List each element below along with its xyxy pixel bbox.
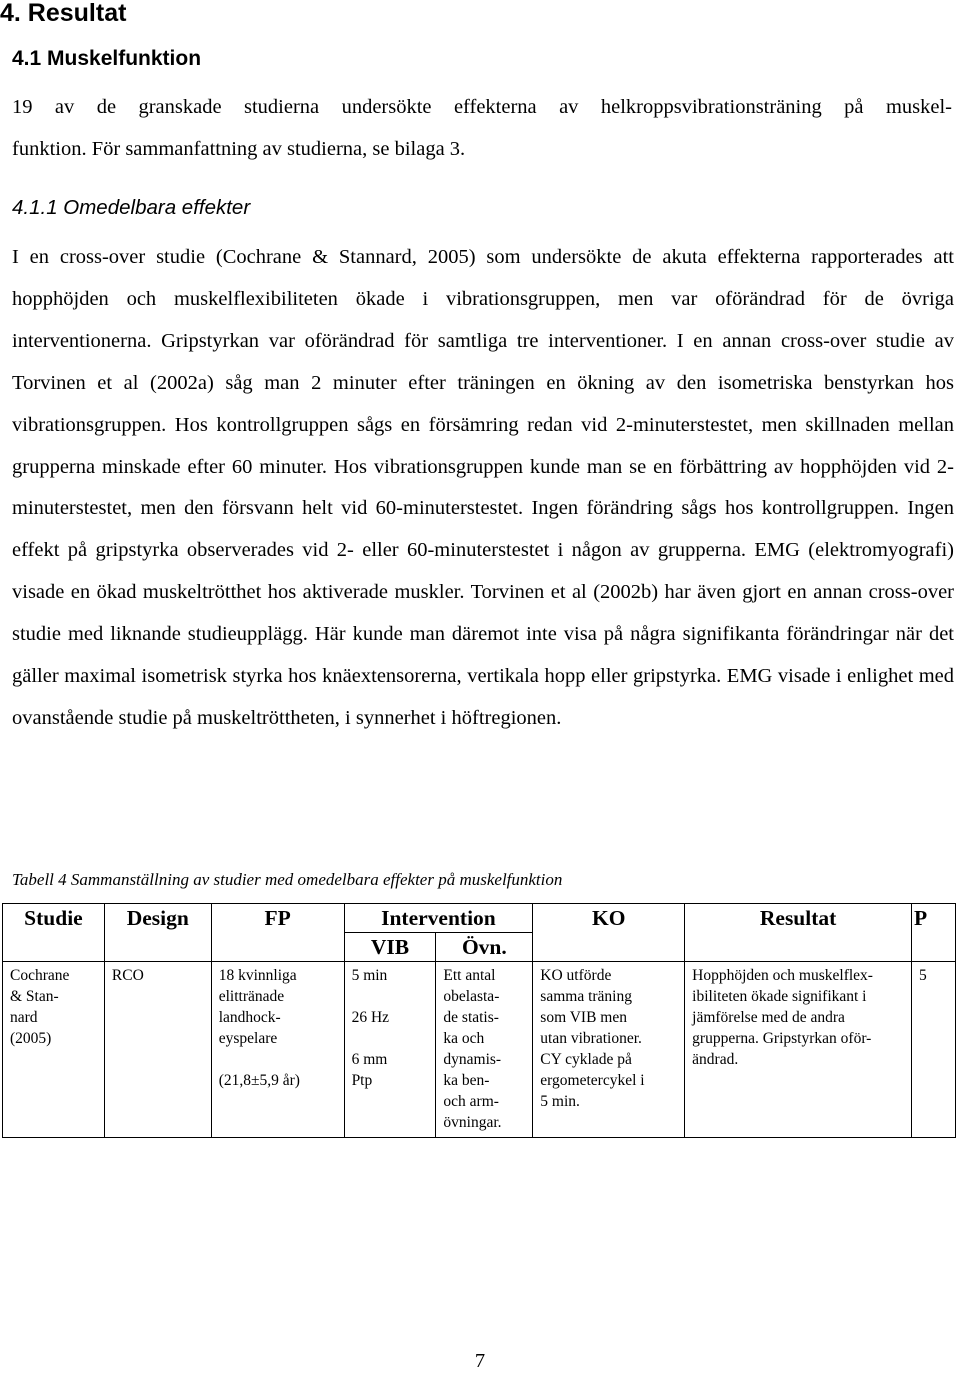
cell-ovn [436,962,533,1138]
cell-line: obelasta- [443,988,500,1005]
table-caption: Tabell 4 Sammanställning av studier med omedelbara effekter på muskelfunktion [12,870,563,889]
subsubsection-heading: 4.1.1 Omedelbara effekter [12,196,251,219]
header-p: P [912,904,956,962]
cell-line [352,986,430,1007]
cell-line [352,1028,430,1049]
intro-paragraph [12,86,952,170]
cell-line: nard [10,1009,38,1026]
body-paragraph: I en cross-over studie (Cochrane & Stannard, 2005) som undersökte de akuta effekterna rapporterades att hopphöjden och muskelflexibiliteten ökade i vibrationsgruppen, men var oförändrad för de övriga interventionerna. Gripstyrkan var oförändrad för samtliga tre interventioner. I en annan cross-over studie av Torvinen et al (2002a) såg man 2 minuter efter träningen en ökning av den isometriska benstyrkan hos vibrationsgruppen. Hos kontrollgruppen sågs en försämring redan vid 2-minuterstestet, men skillnaden mellan grupperna minskade efter 60 minuter. Hos vibrationsgruppen kunde man se en förbättring av hopphöjden vid 2-minuterstestet, men den försvann helt vid 60-minuterstestet. Ingen förändring sågs hos kontrollgruppen. Ingen effekt på gripstyrka observerades vid 2- eller 60-minuterstestet i någon av grupperna. EMG (elektromyografi) visade en ökad muskeltrötthet hos aktiverade muskler. Torvinen et al (2002b) har även gjort en annan cross-over studie med liknande studieupplägg. Här kunde man däremot inte visa på några signifikanta förändringar när det gäller maximal isometrisk styrka hos knäextensorerna, vertikala hopp eller gripstyrka. EMG visade i enlighet med ovanstående studie på muskeltröttheten, i synnerhet i höftregionen. [12,246,954,729]
cell-line [219,1049,338,1070]
header-studie: Studie [3,904,105,962]
cell-line: CY cyklade på [540,1051,632,1068]
cell-line: 6 mm [351,1051,388,1068]
table-header-row [3,904,956,933]
cell-line: övningar. [443,1114,502,1131]
cell-line: 5 min [351,967,388,984]
header-ko: KO [533,904,685,962]
cell-line: landhock- [218,1009,281,1026]
cell-studie [3,962,105,1138]
cell-line: 18 kvinnliga [218,967,297,984]
table-row [3,962,956,1138]
cell-line: & Stan- [10,988,59,1005]
header-intervention: Intervention [344,904,533,933]
header-design: Design [104,904,211,962]
cell-text: 5 [919,967,927,984]
cell-line: och arm- [443,1093,499,1110]
cell-line: grupperna. Gripstyrkan oför- [692,1030,872,1047]
subheader-ovn: Övn. [436,933,533,962]
cell-line: ändrad. [692,1051,739,1068]
cell-line: eyspelare [218,1030,278,1047]
summary-table [2,903,956,1138]
cell-fp [211,962,344,1138]
page-number: 7 [474,1350,486,1372]
subsection-heading: 4.1 Muskelfunktion [12,47,202,70]
cell-text: RCO [111,967,144,984]
cell-line: de statis- [443,1009,499,1026]
header-fp: FP [211,904,344,962]
header-resultat: Resultat [685,904,912,962]
cell-line: 5 min. [540,1093,580,1110]
cell-line: ka och [443,1030,485,1047]
cell-line: elittränade [218,988,285,1005]
cell-line: Hopphöjden och muskelflex- [692,967,873,984]
cell-line: ibiliteten ökade signifikant i [692,988,867,1005]
cell-line: (2005) [10,1030,52,1047]
cell-line: ergometercykel i [540,1072,645,1089]
cell-line: jämförelse med de andra [692,1009,845,1026]
cell-line: dynamis- [443,1051,502,1068]
section-heading: 4. Resultat [0,0,127,27]
cell-line: (21,8±5,9 år) [218,1072,300,1089]
cell-resultat [685,962,912,1138]
cell-line: som VIB men [540,1009,627,1026]
subheader-vib: VIB [344,933,436,962]
cell-line: Ptp [351,1072,373,1089]
cell-design [104,962,211,1138]
cell-line: utan vibrationer. [540,1030,642,1047]
cell-line: Ett antal [443,967,496,984]
intro-line: 19 av de granskade studierna undersökte effekterna av helkroppsvibrationsträning på muskel- [12,96,952,118]
cell-line: KO utförde [540,967,612,984]
cell-ko [533,962,685,1138]
cell-line: Cochrane [10,967,70,984]
cell-vib [344,962,436,1138]
cell-line: 26 Hz [351,1009,390,1026]
cell-line: ka ben- [443,1072,490,1089]
cell-p [912,962,956,1138]
intro-line: funktion. För sammanfattning av studierna, se bilaga 3. [12,138,466,160]
cell-line: samma träning [540,988,632,1005]
